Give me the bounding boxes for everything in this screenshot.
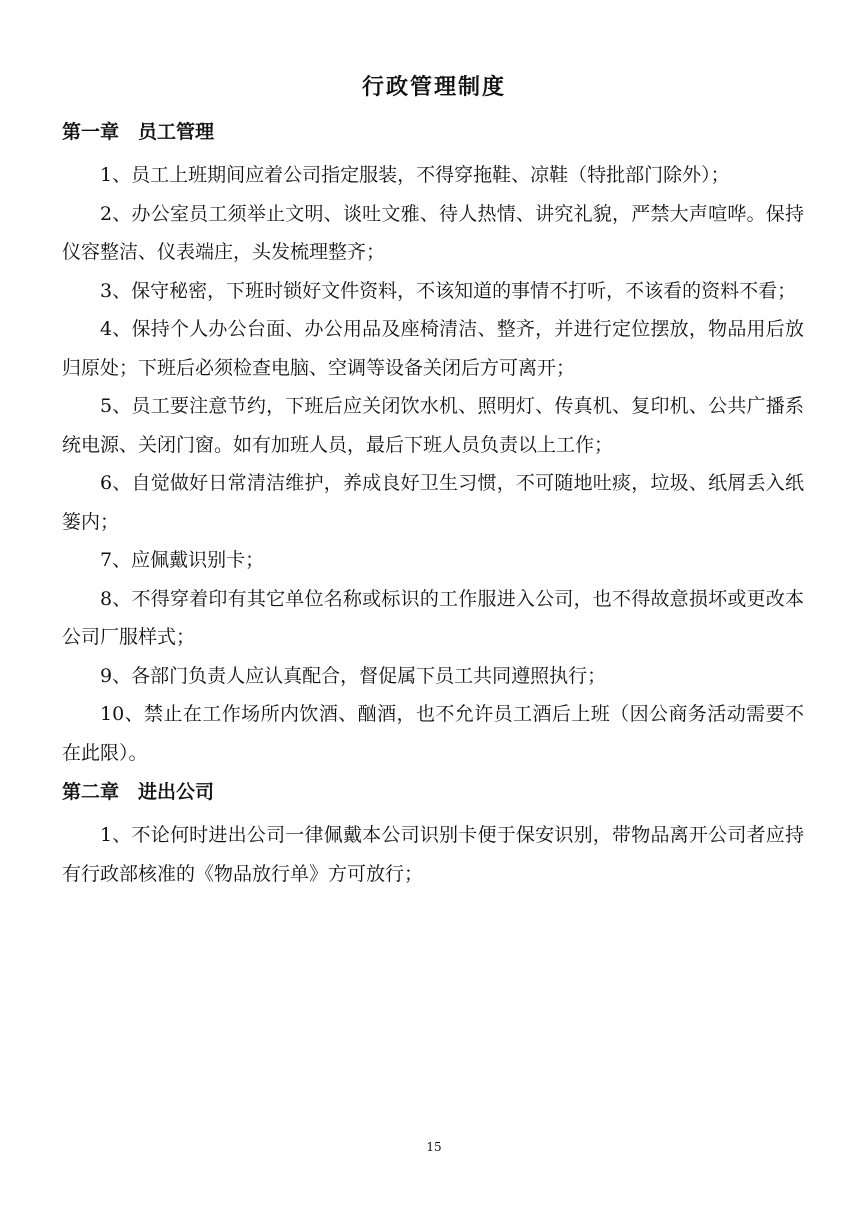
rule-item: 4、保持个人办公台面、办公用品及座椅清洁、整齐，并进行定位摆放，物品用后放归原处；下班后必须检查电脑、空调等设备关闭后方可离开；: [62, 318, 804, 379]
page-number: 15: [426, 1140, 442, 1154]
chapter-heading: 第一章 员工管理: [62, 121, 215, 143]
rule-item: 3、保守秘密，下班时锁好文件资料，不该知道的事情不打听，不该看的资料不看；: [100, 279, 797, 302]
document-body: [62, 112, 804, 893]
document-title: 行政管理制度: [361, 74, 506, 100]
rule-item: 6、自觉做好日常清洁维护，养成良好卫生习惯，不可随地吐痰，垃圾、纸屑丢入纸篓内；: [62, 472, 804, 533]
rule-item: 10、禁止在工作场所内饮酒、酗酒，也不允许员工酒后上班（因公商务活动需要不在此限）。: [62, 703, 804, 764]
rule-item: 1、员工上班期间应着公司指定服装，不得穿拖鞋、凉鞋（特批部门除外）；: [100, 164, 730, 186]
chapter-heading: 第二章 进出公司: [62, 781, 215, 803]
chapter-1: [62, 114, 804, 772]
rule-item: 8、不得穿着印有其它单位名称或标识的工作服进入公司，也不得故意损坏或更改本公司厂服样式；: [62, 587, 804, 648]
rule-item: 7、应佩戴识别卡；: [100, 549, 265, 571]
rule-item: 5、员工要注意节约，下班后应关闭饮水机、照明灯、传真机、复印机、公共广播系统电源、关闭门窗。如有加班人员，最后下班人员负责以上工作；: [62, 395, 804, 456]
chapter-2: [62, 774, 804, 893]
rule-item: 1、不论何时进出公司一律佩戴本公司识别卡便于保安识别，带物品离开公司者应持有行政部核准的《物品放行单》方可放行；: [62, 824, 804, 885]
rule-item: 9、各部门负责人应认真配合，督促属下员工共同遵照执行；: [100, 664, 607, 687]
rule-item: 2、办公室员工须举止文明、谈吐文雅、待人热情、讲究礼貌，严禁大声喧哗。保持仪容整洁、仪表端庄，头发梳理整齐；: [62, 202, 804, 263]
